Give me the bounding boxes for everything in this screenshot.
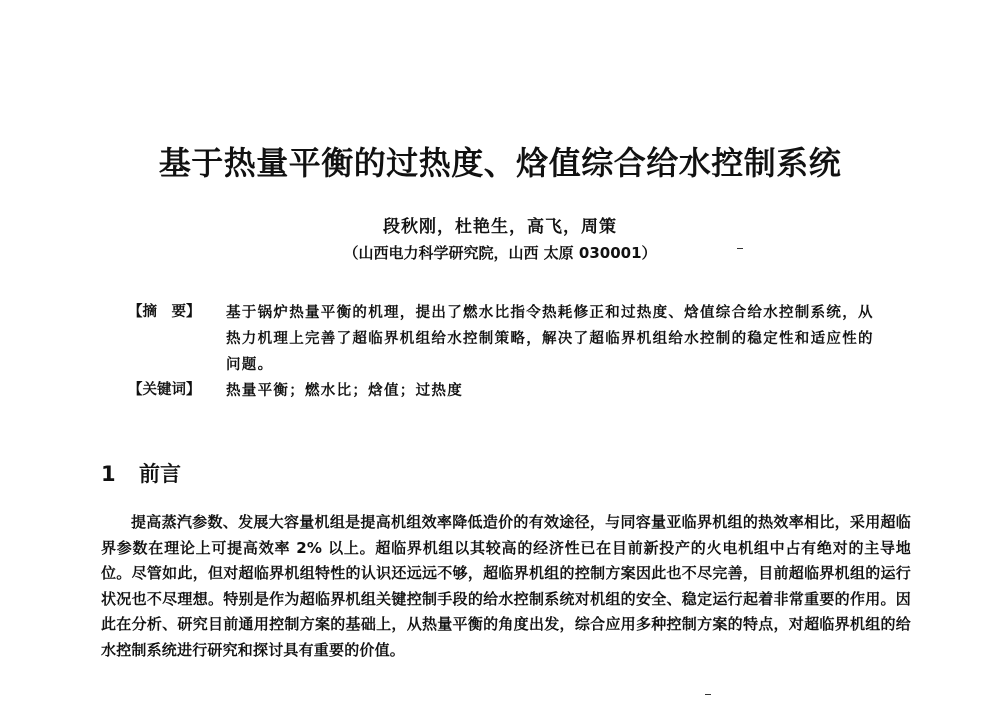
abstract-text: 基于锅炉热量平衡的机理，提出了燃水比指令热耗修正和过热度、焓值综合给水控制系统，从热力机理上完善了超临界机组给水控制策略，解决了超临界机组给水控制的稳定性和适应性的问题。 — [226, 304, 874, 373]
paper-authors: 段秋刚，杜艳生，高飞，周策 — [383, 217, 617, 237]
section-number: 1 — [101, 462, 116, 486]
abstract-block — [128, 300, 888, 380]
paper-affiliation: （山西电力科学研究院，山西 太原 030001） — [343, 244, 657, 262]
abstract-label: 【摘 要】 — [128, 304, 201, 320]
scan-speck — [705, 694, 711, 695]
keywords-text: 热量平衡；燃水比；焓值；过热度 — [226, 382, 463, 399]
scan-speck — [737, 248, 743, 249]
keywords-block — [128, 378, 888, 404]
paper-title: 基于热量平衡的过热度、焓值综合给水控制系统 — [158, 144, 842, 182]
section-body: 提高蒸汽参数、发展大容量机组是提高机组效率降低造价的有效途径，与同容量亚临界机组的热效率相比，采用超临界参数在理论上可提高效率 2% 以上。超临界机组以其较高的经济性已在目前新投产的火电机组中占有绝对的主导地位。尽管如此，但对超临界机组特性的认识还远远不够，超临界机组的控制方案因此也不尽完善，目前超临界机组的运行状况也不尽理想。特别是作为超临界机组关键控制手段的给水控制系统对机组的安全、稳定运行起着非常重要的作用。因此在分析、研究目前通用控制方案的基础上，从热量平衡的角度出发，综合应用多种控制方案的特点，对超临界机组的给水控制系统进行研究和探讨具有重要的价值。 — [101, 513, 911, 659]
section-title: 前言 — [139, 462, 181, 486]
keywords-label: 【关键词】 — [128, 382, 201, 398]
section-heading — [101, 458, 181, 488]
